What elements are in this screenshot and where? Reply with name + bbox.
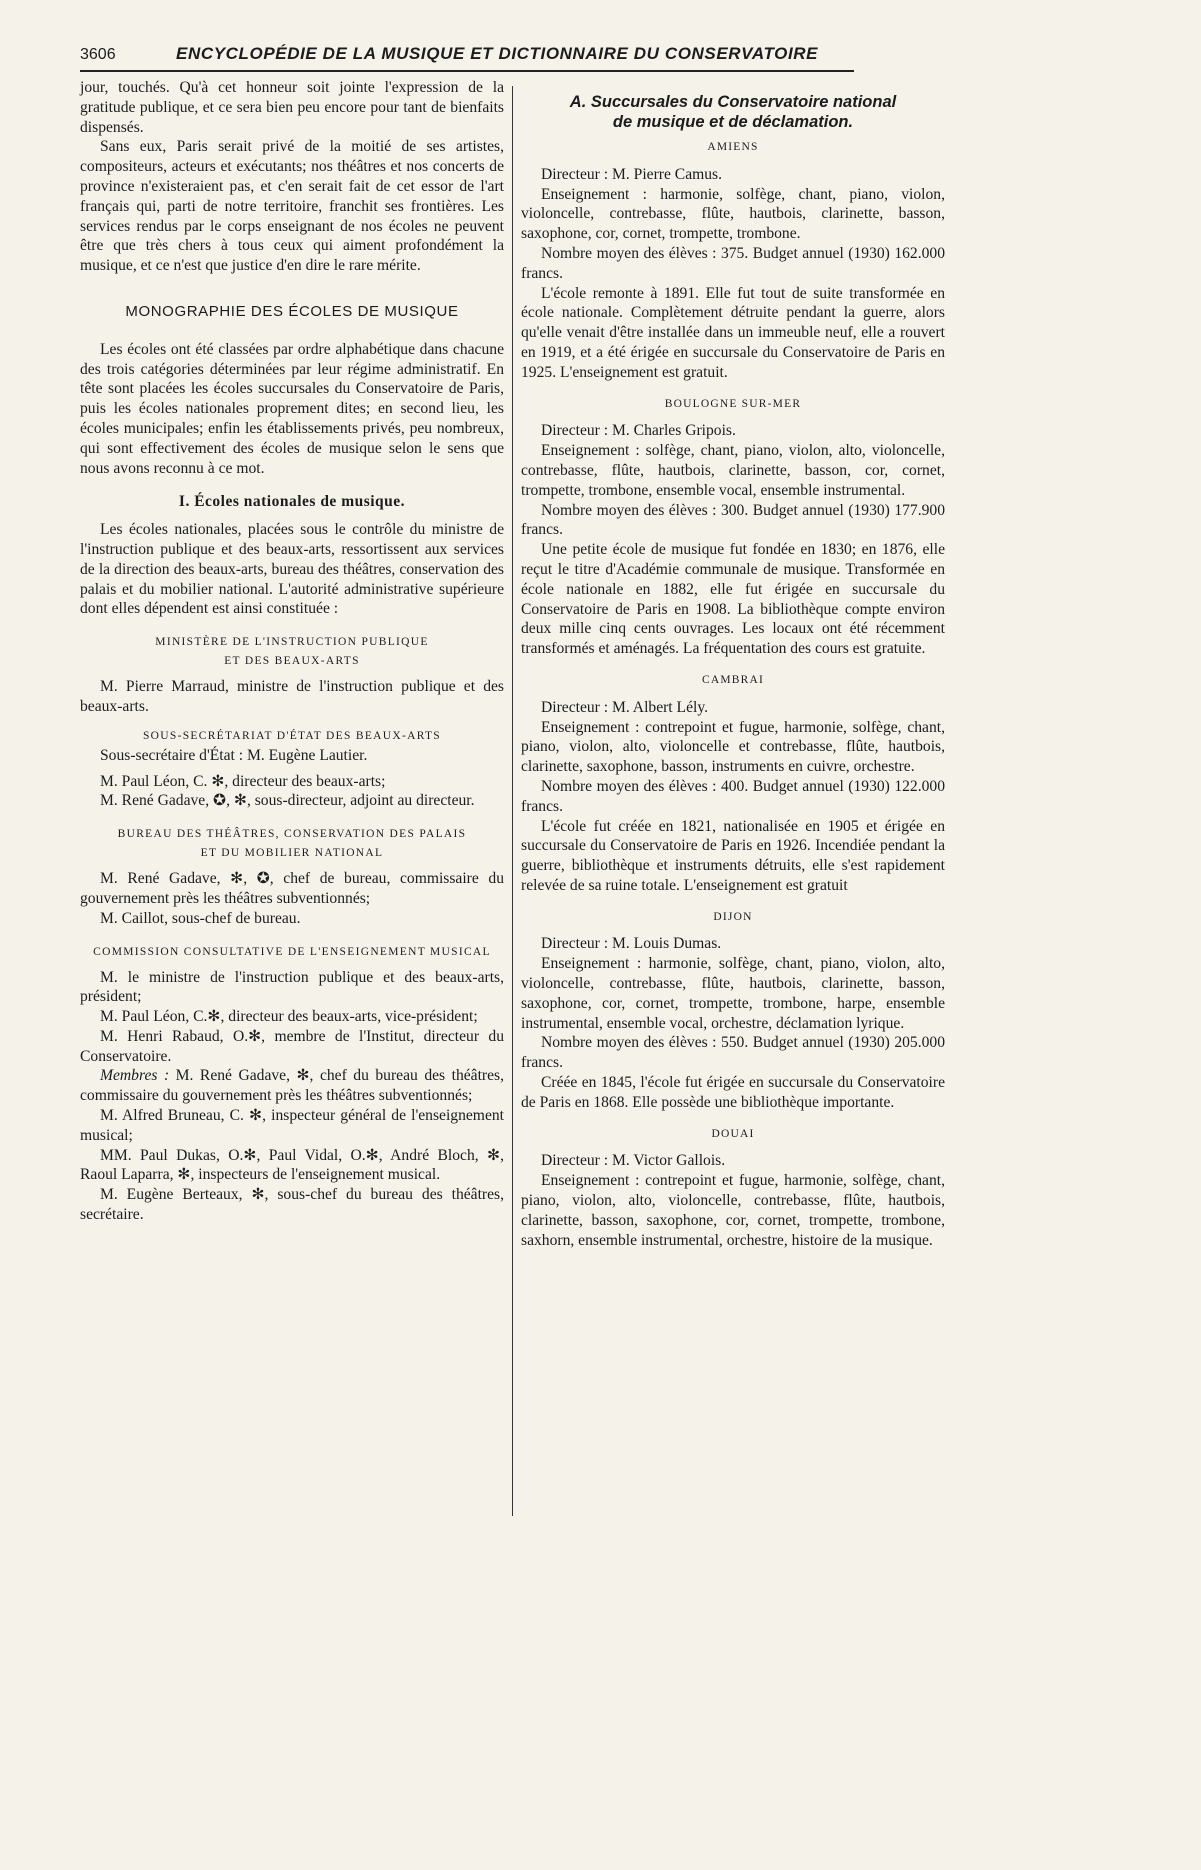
membres-text: M. René Gadave, ✻, chef du bureau des théâtres, commissaire du gouvernement près les théâtres subventionnés;: [80, 1067, 504, 1105]
city-dijon: DIJON: [713, 910, 753, 923]
dijon-directeur: Directeur : M. Louis Dumas.: [541, 935, 722, 953]
boulogne-histoire: Une petite école de musique fut fondée en 1830; en 1876, elle reçut le titre d'Académie communale de musique. Transformée en école nationale en 1882, elle fut érigée en succursale du Conservatoire de Paris en 1908. La bibliothèque compte environ deux mille cinq cents ouvrages. Les locaux ont été récemment transformés et aménagés. La fréquentation des cours est gratuite.: [521, 541, 945, 658]
city-amiens: AMIENS: [707, 141, 759, 153]
city-douai: DOUAI: [711, 1127, 755, 1140]
entry-commission-rabaud: M. Henri Rabaud, O.✻, membre de l'Institut, directeur du Conservatoire.: [80, 1027, 504, 1065]
membres-label: Membres :: [100, 1067, 170, 1085]
subsection-title: I. Écoles nationales de musique.: [178, 493, 406, 511]
entry-rene-gadave: M. René Gadave, ✪, ✻, sous-directeur, adjoint au directeur.: [100, 792, 475, 810]
entry-sous-secretaire: Sous-secrétaire d'État : M. Eugène Lautier.: [100, 746, 368, 764]
boulogne-directeur: Directeur : M. Charles Gripois.: [541, 422, 736, 440]
heading-bureau-line1: BUREAU DES THÉÂTRES, CONSERVATION DES PALAIS: [117, 828, 467, 841]
dijon-nombre: Nombre moyen des élèves : 550. Budget annuel (1930) 205.000 francs.: [521, 1034, 945, 1072]
amiens-enseignement: Enseignement : harmonie, solfège, chant, piano, violon, violoncelle, contrebasse, flûte, hautbois, clarinette, basson, saxophone, cor, cornet, trompette, trombone.: [521, 185, 945, 243]
entry-caillot: M. Caillot, sous-chef de bureau.: [100, 909, 301, 927]
paragraph-sans-eux: Sans eux, Paris serait privé de la moitié de ses artistes, compositeurs, acteurs et exécutants; nos théâtres et nos concerts de province n'existeraient pas, et c'en serait fait de cet essor de l'art français qui, parti de notre territoire, franchit ses frontières. Les services rendus par le corps enseignant de nos écoles ne peuvent être que très chers à tous ceux qui aiment profondément la musique, et ce n'est que justice d'en dire le rare mérite.: [80, 138, 504, 275]
running-head: ENCYCLOPÉDIE DE LA MUSIQUE ET DICTIONNAIRE DU CONSERVATOIRE: [176, 44, 819, 63]
cambrai-enseignement: Enseignement : contrepoint et fugue, harmonie, solfège, chant, piano, violon, alto, violoncelle et contrebasse, flûte, hautbois, clarinette, saxophone, basson, instruments en cuivre, orchestre.: [521, 718, 945, 776]
page-number: 3606: [80, 46, 116, 63]
heading-ministere-line1: MINISTÈRE DE L'INSTRUCTION PUBLIQUE: [155, 636, 429, 649]
succursales-title-line2: de musique et de déclamation.: [612, 113, 854, 131]
douai-directeur: Directeur : M. Victor Gallois.: [541, 1152, 726, 1170]
amiens-histoire: L'école remonte à 1891. Elle fut tout de suite transformée en école nationale. Complètement détruite pendant la guerre, alors qu'elle venait d'être installée dans un immeuble neuf, elle a rouvert en 1919, et a été érigée en succursale du Conservatoire de Paris en 1925. L'enseignement est gratuit.: [521, 284, 945, 381]
amiens-directeur: Directeur : M. Pierre Camus.: [541, 165, 723, 183]
entry-commission-bruneau: M. Alfred Bruneau, C. ✻, inspecteur général de l'enseignement musical;: [80, 1107, 504, 1144]
heading-sous-secretariat: SOUS-SECRÉTARIAT D'ÉTAT DES BEAUX-ARTS: [142, 729, 442, 742]
cambrai-directeur: Directeur : M. Albert Lély.: [541, 698, 709, 716]
page-header: [80, 44, 854, 72]
right-column: [521, 92, 945, 1250]
entry-commission-vice-president: M. Paul Léon, C.✻, directeur des beaux-arts, vice-président;: [100, 1008, 478, 1026]
section-title: MONOGRAPHIE DES ÉCOLES DE MUSIQUE: [125, 302, 459, 320]
paragraph-classement: Les écoles ont été classées par ordre alphabétique dans chacune des trois catégories déterminées par leur régime administratif. En tête sont placées les écoles succursales du Conservatoire de Paris, puis les écoles nationales proprement dites; en second lieu, les écoles municipales; enfin les établissements privés, peu nombreux, qui sont effectivement des écoles de musique selon le sens que nous avons reconnu à ce mot.: [80, 340, 504, 477]
succursales-title: [521, 92, 945, 132]
column-divider: [512, 86, 513, 1516]
cambrai-histoire: L'école fut créée en 1821, nationalisée en 1905 et érigée en succursale du Conservatoire de Paris en 1926. Incendiée pendant la guerre, bibliothèque et instruments détruits, elle s'est rapidement relevée de sa ruine totale. L'enseignement est gratuit: [521, 817, 945, 894]
dijon-enseignement: Enseignement : harmonie, solfège, chant, piano, violon, alto, violoncelle, contrebasse, flûte, hautbois, clarinette, basson, saxophone, cor, cornet, trompette, trombone, harpe, ensemble instrumental, ensemble vocal, orchestre, déclamation lyrique.: [521, 955, 945, 1032]
left-column: [80, 78, 504, 1225]
heading-bureau-line2: ET DU MOBILIER NATIONAL: [200, 847, 384, 860]
heading-commission: COMMISSION CONSULTATIVE DE L'ENSEIGNEMENT MUSICAL: [93, 945, 491, 958]
amiens-nombre: Nombre moyen des élèves : 375. Budget annuel (1930) 162.000 francs.: [521, 244, 945, 282]
entry-paul-leon: M. Paul Léon, C. ✻, directeur des beaux-arts;: [100, 772, 386, 790]
boulogne-enseignement: Enseignement : solfège, chant, piano, violon, alto, violoncelle, contrebasse, flûte, hautbois, clarinette, basson, cor, cornet, trompette, trombone, ensemble vocal, ensemble instrumental.: [521, 442, 945, 499]
entry-commission-inspecteurs: MM. Paul Dukas, O.✻, Paul Vidal, O.✻, André Bloch, ✻, Raoul Laparra, ✻, inspecteurs de l'enseignement musical.: [80, 1146, 504, 1184]
city-cambrai: CAMBRAI: [701, 673, 765, 686]
boulogne-nombre: Nombre moyen des élèves : 300. Budget annuel (1930) 177.900 francs.: [521, 501, 945, 539]
entry-commission-membres: [80, 1066, 504, 1106]
entry-gadave-chef: M. René Gadave, ✻, ✪, chef de bureau, commissaire du gouvernement près les théâtres subventionnés;: [80, 870, 504, 907]
city-boulogne: BOULOGNE SUR-MER: [664, 397, 802, 410]
entry-commission-berteaux: M. Eugène Berteaux, ✻, sous-chef du bureau des théâtres, secrétaire.: [80, 1186, 504, 1224]
heading-ministere-line2: ET DES BEAUX-ARTS: [224, 655, 360, 668]
entry-ministre: M. Pierre Marraud, ministre de l'instruction publique et des beaux-arts.: [80, 678, 504, 715]
paragraph-ecoles-nationales: Les écoles nationales, placées sous le contrôle du ministre de l'instruction publique et des beaux-arts, ressortissent aux services de la direction des beaux-arts, bureau des théâtres, conservation des palais et du mobilier national. L'autorité administrative supérieure dont elles dépendent est ainsi constituée :: [80, 521, 504, 618]
entry-commission-president: M. le ministre de l'instruction publique et des beaux-arts, président;: [80, 968, 504, 1006]
douai-enseignement: Enseignement : contrepoint et fugue, harmonie, solfège, chant, piano, violon, alto, violoncelle, contrebasse, flûte, hautbois, clarinette, basson, saxophone, cor, cornet, trompette, trombone, saxhorn, ensemble instrumental, orchestre, histoire de la musique.: [521, 1172, 945, 1249]
cambrai-nombre: Nombre moyen des élèves : 400. Budget annuel (1930) 122.000 francs.: [521, 777, 945, 815]
dijon-histoire: Créée en 1845, l'école fut érigée en succursale du Conservatoire de Paris en 1868. Elle possède une bibliothèque importante.: [521, 1074, 945, 1111]
succursales-title-line1: A. Succursales du Conservatoire national: [569, 93, 897, 111]
paragraph-gratitude: jour, touchés. Qu'à cet honneur soit jointe l'expression de la gratitude publique, et ce sera bien peu encore pour tant de bienfaits dispensés.: [80, 79, 504, 136]
